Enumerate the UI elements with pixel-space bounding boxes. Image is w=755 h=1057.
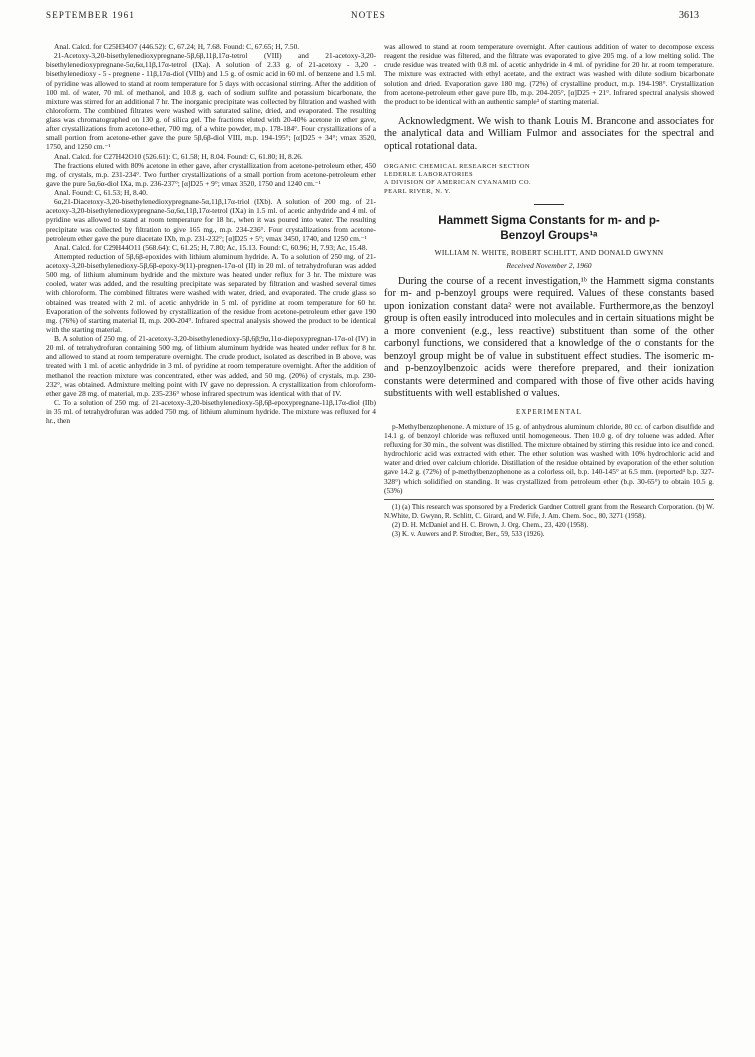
paragraph: 21-Acetoxy-3,20-bisethylenedioxypregnane-5β,6β,11β,17α-tetrol (VIII) and 21-acetoxy-3,20-bisethylenedioxypregnane-5α,6α,11β,17α-tetrol (IXa). A solution of 2.33 g. of 21-acetoxy - 3,20 - bisethylenedioxy - 5 - pregnene - 11β,17α-diol (VIIb) and 1.5 g. of osmic acid in 60 ml. of benzene and 1.5 ml. of pyridine was allowed to stand at room temperature for 5 days with occasional stirring. After the addition of 100 ml. of water, 70 ml. of methanol, and 10.8 g. each of sodium sulfite and potassium bicarbonate, the mixture was stirred for an additional 7 hr. The inorganic precipitate was collected by filtration and washed with chloroform. The combined filtrates were washed with saturated saline, dried, and evaporated. The resulting glass was chromatographed on 130 g. of silica gel. The fractions eluted with 20-40% acetone in ether gave, after crystallizations from acetone-ether, 700 mg. of a white powder, m.p. 178-184°. Four crystallizations of a small portion from acetone-ether gave the pure 5β,6β-diol VIII, m.p. 194-195°; [α]D25 + 34°; νmax 3520, 1750, and 1250 cm.⁻¹	[46, 51, 376, 152]
footnote-divider	[384, 499, 714, 500]
paragraph: Anal. Found: C, 61.53; H, 8.40.	[54, 188, 148, 197]
paragraph: Anal. Calcd. for C27H42O10 (526.61): C, 61.58; H, 8.04. Found: C, 61.80; H, 8.26.	[54, 151, 303, 161]
affiliation	[384, 163, 714, 196]
received-date: Received November 2, 1960	[506, 260, 592, 270]
section-heading: EXPERIMENTAL	[516, 408, 582, 416]
left-column	[46, 42, 376, 425]
paragraph: was allowed to stand at room temperature overnight. After cautious addition of water to decompose excess reagent the residue was filtered, and the filtrate was evaporated to give 205 mg. of a low melting solid. The crude residue was treated with 0.8 ml. of acetic anhydride in 4 ml. of pyridine for 20 hr. at room temperature. The mixture was extracted with ethyl acetate, and the extract was washed with dilute sodium bicarbonate solution and dried. Evaporation gave 180 mg. (72%) of crystalline product, m.p. 194-198°. Crystallization from acetone-petroleum ether gave pure IIb, m.p. 204-205°, [α]D25 + 21°. Infrared spectral analysis showed the product to be identical with an authentic sample³ of starting material.	[384, 42, 714, 106]
intro-paragraph: During the course of a recent investigation,¹ᵇ the Hammett sigma constants for m- and p-benzoyl groups were required. Values of these constants based upon ionization constant data² were not available. Furthermore,as the benzoyl group is often easily introduced into molecules and in certain situations might be a more convenient (e.g., less reactive) substituent than some of the other carbonyl functions, we considered that a knowledge of the σ constants for the benzoyl group might be of value in substituent effect studies. The isomeric m- and p-benzoylbenzoic acids were therefore prepared, and their ionization constants were determined and compared with those of five other acids having substituents with well established σ values.	[384, 275, 714, 400]
paragraph: p-Methylbenzophenone. A mixture of 15 g. of anhydrous aluminum chloride, 80 cc. of carbon disulfide and 14.1 g. of benzoyl chloride was refluxed until homogeneous. Then 10.0 g. of dry toluene was added. After refluxing for 30 min., the solvent was distilled. The mixture obtained by stirring this residue into ice and concd. hydrochloric acid was extracted with ether. The ether solution was washed with 10% hydrochloric acid and water and dried over calcium chloride. Distillation of the residue obtained by evaporation of the ether solution gave 14.2 g. (72%) of p-methylbenzophenone as a colorless oil, b.p. 140-145° at 6.5 mm. (reported³ b.p. 327-328°) which solidified on standing. It was crystallized from petroleum ether (b.p. 30-65°) to obtain 10.5 g. (53%)	[384, 421, 714, 495]
footnote: (1) (a) This research was sponsored by a Frederick Gardner Cottrell grant from the Research Corporation. (b) W. N.White, D. Gwynn, R. Schlitt, C. Girard, and W. Fife, J. Am. Chem. Soc., 80, 3271 (1958).	[384, 502, 714, 520]
authors: WILLIAM N. WHITE, ROBERT SCHLITT, AND DONALD GWYNN	[434, 247, 664, 257]
affiliation-line: LEDERLE LABORATORIES	[384, 170, 474, 178]
paragraph: 6α,21-Diacetoxy-3,20-bisethylenedioxypregnane-5α,11β,17α-triol (IXb). A solution of 200 mg. of 21-acetoxy-3,20-bisethylenedioxypregnane-5α,6α,11β,17α-tetrol (IXa) in 1.5 ml. of acetic anhydride and 4 ml. of pyridine was allowed to stand at room temperature for 18 hr., when it was poured into water. The resulting precipitate was collected by filtration to give 165 mg., m.p. 234-236°. Four crystallizations from acetone-petroleum ether gave the pure diacetate IXb, m.p. 231-232°; [α]D25 + 5°; νmax 3450, 1740, and 1250 cm.⁻¹	[46, 197, 376, 243]
affiliation-line: PEARL RIVER, N. Y.	[384, 187, 451, 195]
article-title-line: Hammett Sigma Constants for m- and p-	[438, 213, 660, 227]
running-header-section: NOTES	[351, 10, 386, 20]
affiliation-line: A DIVISION OF AMERICAN CYANAMID CO.	[384, 179, 532, 187]
acknowledgment: Acknowledgment. We wish to thank Louis M. Brancone and associates for the analytical data and William Fulmor and associates for the spectral and optical rotational data.	[384, 115, 714, 153]
article-title-line: Benzoyl Groups¹ᵃ	[500, 229, 598, 243]
running-header-date: SEPTEMBER 1961	[46, 10, 136, 20]
right-column	[384, 42, 714, 539]
page-number: 3613	[679, 10, 699, 21]
paragraph: The fractions eluted with 80% acetone in ether gave, after crystallization from acetone-petroleum ether, 450 mg. of crystals, m.p. 231-234°. Two further crystallizations of a small portion from acetone-petroleum ether gave the pure 5α,6α-diol IXa, m.p. 236-237°; [α]D25 + 9°; νmax 3520, 1750 and 1240 cm.⁻¹	[46, 160, 376, 188]
footnote: (3) K. v. Auwers and P. Strodter, Ber., 59, 533 (1926).	[392, 529, 545, 538]
footnote: (2) D. H. McDaniel and H. C. Brown, J. Org. Chem., 23, 420 (1958).	[392, 520, 589, 529]
divider	[534, 204, 564, 205]
paragraph: Anal. Calcd. for C25H34O7 (446.52): C, 67.24; H, 7.68. Found: C, 67.65; H, 7.50.	[54, 42, 300, 51]
article-title	[384, 213, 714, 244]
paragraph: Anal. Calcd. for C29H44O11 (568.64): C, 61.25; H, 7.80; Ac, 15.13. Found: C, 60.96; H, 7.93; Ac, 15.48.	[54, 242, 368, 252]
paragraph: C. To a solution of 250 mg. of 21-acetoxy-3,20-bisethylenedioxy-5β,6β-epoxypregnane-11β,17α-diol (IIb) in 35 ml. of tetrahydrofuran was added 750 mg. of lithium aluminum hydride. The mixture was refluxed for 4 hr., then	[46, 397, 376, 426]
paragraph: Attempted reduction of 5β,6β-epoxides with lithium aluminum hydride. A. To a solution of 250 mg. of 21-acetoxy-3,20-bisethylenedioxy-5β,6β-epoxy-9(11)-pregnen-17α-ol (II) in 20 ml. of tetrahydrofuran was added 500 mg. of lithium aluminum hydride and the mixture was heated under reflux for 3 hr. The mixture was cooled, water was added, and the resulting precipitate was separated by filtration and washed several times with chloroform. The combined filtrates were washed with water, dried, and evaporated. The crude glass so obtained was treated with 2 ml. of acetic anhydride in 5 ml. of pyridine at room temperature for 60 hr. Evaporation of the solvents followed by crystallization of the residue from acetone-petroleum ether gave 190 mg. (76%) of starting material II, m.p. 200-204°. Infrared spectral analysis showed the product to be identical with the starting material.	[46, 251, 376, 334]
affiliation-line: ORGANIC CHEMICAL RESEARCH SECTION	[384, 162, 531, 170]
paragraph: B. A solution of 250 mg. of 21-acetoxy-3,20-bisethylenedioxy-5β,6β;9α,11α-diepoxypregnan-17α-ol (IV) in 20 ml. of tetrahydrofuran containing 500 mg. of lithium aluminum hydride was heated under reflux for 8 hr. and allowed to stand at room temperature overnight. The crude product, isolated as described in B above, was treated with 1 ml. of acetic anhydride in 3 ml. of pyridine at room temperature overnight. After the addition of methanol the reaction mixture was concentrated, ether was added, and 50 mg. (20%) of crystals, m.p. 230-232°, was obtained. Admixture melting point with IV gave no depression. A crystallization from chloroform-ether gave 28 mg. of material, m.p. 235-236° whose infrared spectrum was identical with that of IV.	[46, 334, 376, 398]
